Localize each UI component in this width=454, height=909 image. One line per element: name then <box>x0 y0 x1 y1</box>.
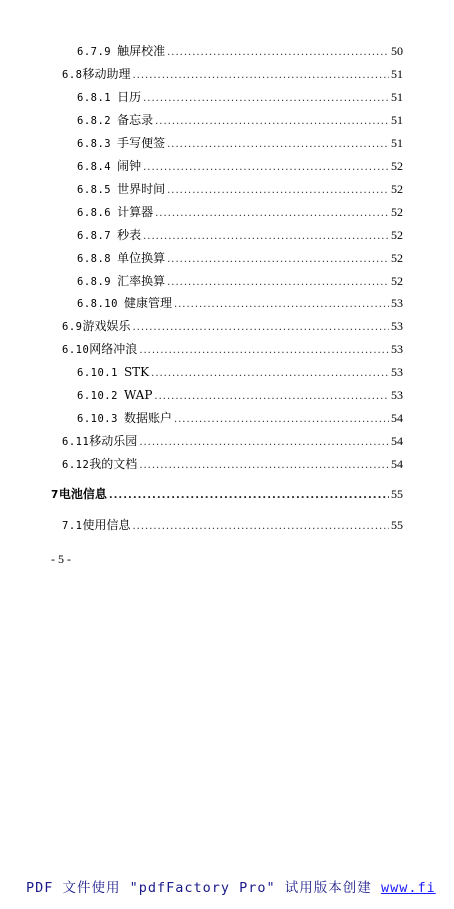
toc-page: 50 <box>391 44 403 58</box>
toc-entry[interactable] <box>77 159 403 175</box>
toc-leader <box>151 367 389 381</box>
toc-leader <box>132 321 389 335</box>
toc-leader <box>167 253 389 267</box>
toc-number: 6.8.3 <box>77 138 112 150</box>
toc-page: 52 <box>391 159 403 173</box>
toc-number: 6.8.5 <box>77 184 112 196</box>
toc-title: WAP <box>123 388 153 402</box>
toc-leader <box>139 436 389 450</box>
toc-title: 游戏娱乐 <box>82 319 131 333</box>
toc-entry[interactable] <box>77 182 403 198</box>
toc-title: STK <box>123 365 150 379</box>
toc-entry[interactable] <box>77 136 403 152</box>
toc-entry[interactable] <box>77 251 403 267</box>
toc-leader <box>167 138 389 152</box>
toc-page: 53 <box>391 319 403 333</box>
toc-number: 6.11 <box>62 436 90 448</box>
toc-page: 55 <box>391 487 403 501</box>
toc-number: 6.8.6 <box>77 207 112 219</box>
toc-page: 55 <box>391 518 403 532</box>
toc-entry[interactable] <box>77 411 403 427</box>
toc-number: 6.8.4 <box>77 161 112 173</box>
toc-entry[interactable] <box>62 434 403 450</box>
toc-number: 6.8.8 <box>77 253 112 265</box>
toc-title: 数据账户 <box>123 411 172 425</box>
toc-page: 53 <box>391 365 403 379</box>
toc-entry[interactable] <box>77 113 403 129</box>
toc-entry[interactable] <box>77 274 403 290</box>
toc-leader <box>174 413 389 427</box>
toc-leader <box>167 184 389 198</box>
toc-number: 6.8.1 <box>77 92 112 104</box>
toc-leader <box>139 344 389 358</box>
toc-number: 6.8.7 <box>77 230 112 242</box>
toc-entry[interactable] <box>77 90 403 106</box>
page-number: - 5 - <box>51 552 71 566</box>
toc-number: 7.1 <box>62 520 83 532</box>
toc-entry[interactable] <box>77 44 403 60</box>
toc-number: 6.10 <box>62 344 90 356</box>
toc-page: 52 <box>391 205 403 219</box>
toc-leader <box>143 92 389 106</box>
toc-title: 秒表 <box>117 228 142 242</box>
toc-leader <box>139 459 389 473</box>
toc-entry[interactable] <box>62 319 403 335</box>
toc-page: 51 <box>391 136 403 150</box>
toc-number: 6.8.9 <box>77 276 112 288</box>
toc-entry[interactable] <box>62 342 403 358</box>
toc-leader <box>109 489 389 503</box>
toc-number: 6.10.1 <box>77 367 118 379</box>
toc-title: 日历 <box>117 90 142 104</box>
toc-leader <box>143 230 389 244</box>
toc-title: 移动乐园 <box>89 434 138 448</box>
footer-link[interactable]: www.fi <box>380 880 436 896</box>
toc-leader <box>132 520 389 534</box>
toc-leader <box>167 46 389 60</box>
toc-number: 6.7.9 <box>77 46 112 58</box>
toc-title: 健康管理 <box>123 296 172 310</box>
toc-title: 世界时间 <box>117 182 166 196</box>
toc-entry[interactable] <box>62 518 403 534</box>
toc-title: 移动助理 <box>82 67 131 81</box>
toc-entry[interactable] <box>62 457 403 473</box>
toc-title: 汇率换算 <box>117 274 166 288</box>
toc-page: 52 <box>391 228 403 242</box>
toc-entry[interactable] <box>62 67 403 83</box>
toc-number: 6.8.10 <box>77 298 118 310</box>
toc-number: 6.10.3 <box>77 413 118 425</box>
toc-number: 6.9 <box>62 321 83 333</box>
toc-title: 单位换算 <box>117 251 166 265</box>
toc-page: 53 <box>391 342 403 356</box>
toc-number: 6.8.2 <box>77 115 112 127</box>
toc-number: 6.8 <box>62 69 83 81</box>
toc-title: 触屏校准 <box>117 44 166 58</box>
toc-title: 备忘录 <box>117 113 154 127</box>
toc-leader <box>143 161 389 175</box>
toc-leader <box>155 115 389 129</box>
toc-page: 51 <box>391 90 403 104</box>
toc-entry[interactable] <box>77 388 403 404</box>
toc-page: 53 <box>391 388 403 402</box>
toc-title: 电池信息 <box>58 487 107 501</box>
toc-title: 使用信息 <box>82 518 131 532</box>
toc-page: 54 <box>391 434 403 448</box>
toc-leader <box>154 390 389 404</box>
toc-entry[interactable] <box>77 205 403 221</box>
toc-title: 我的文档 <box>89 457 138 471</box>
toc-page: 54 <box>391 457 403 471</box>
toc-entry[interactable] <box>51 487 403 503</box>
toc-number: 6.12 <box>62 459 90 471</box>
toc-entry[interactable] <box>77 365 403 381</box>
toc-number: 6.10.2 <box>77 390 118 402</box>
toc-leader <box>167 276 389 290</box>
toc-page: 52 <box>391 251 403 265</box>
toc-leader <box>174 298 389 312</box>
toc-page: 52 <box>391 274 403 288</box>
toc-entry[interactable] <box>77 228 403 244</box>
footer-text: PDF 文件使用 "pdfFactory Pro" 试用版本创建 <box>26 880 381 896</box>
toc-page: 51 <box>391 67 403 81</box>
toc-title: 闹钟 <box>117 159 142 173</box>
toc-page: 52 <box>391 182 403 196</box>
toc-entry[interactable] <box>77 296 403 312</box>
toc-title: 网络冲浪 <box>89 342 138 356</box>
toc-title: 计算器 <box>117 205 154 219</box>
toc-page: 53 <box>391 296 403 310</box>
toc-leader <box>132 69 389 83</box>
toc-page: 51 <box>391 113 403 127</box>
pdf-footer-watermark <box>26 876 454 896</box>
toc-title: 手写便签 <box>117 136 166 150</box>
toc-leader <box>155 207 389 221</box>
toc-number: 7 <box>51 489 59 501</box>
toc-page: 54 <box>391 411 403 425</box>
